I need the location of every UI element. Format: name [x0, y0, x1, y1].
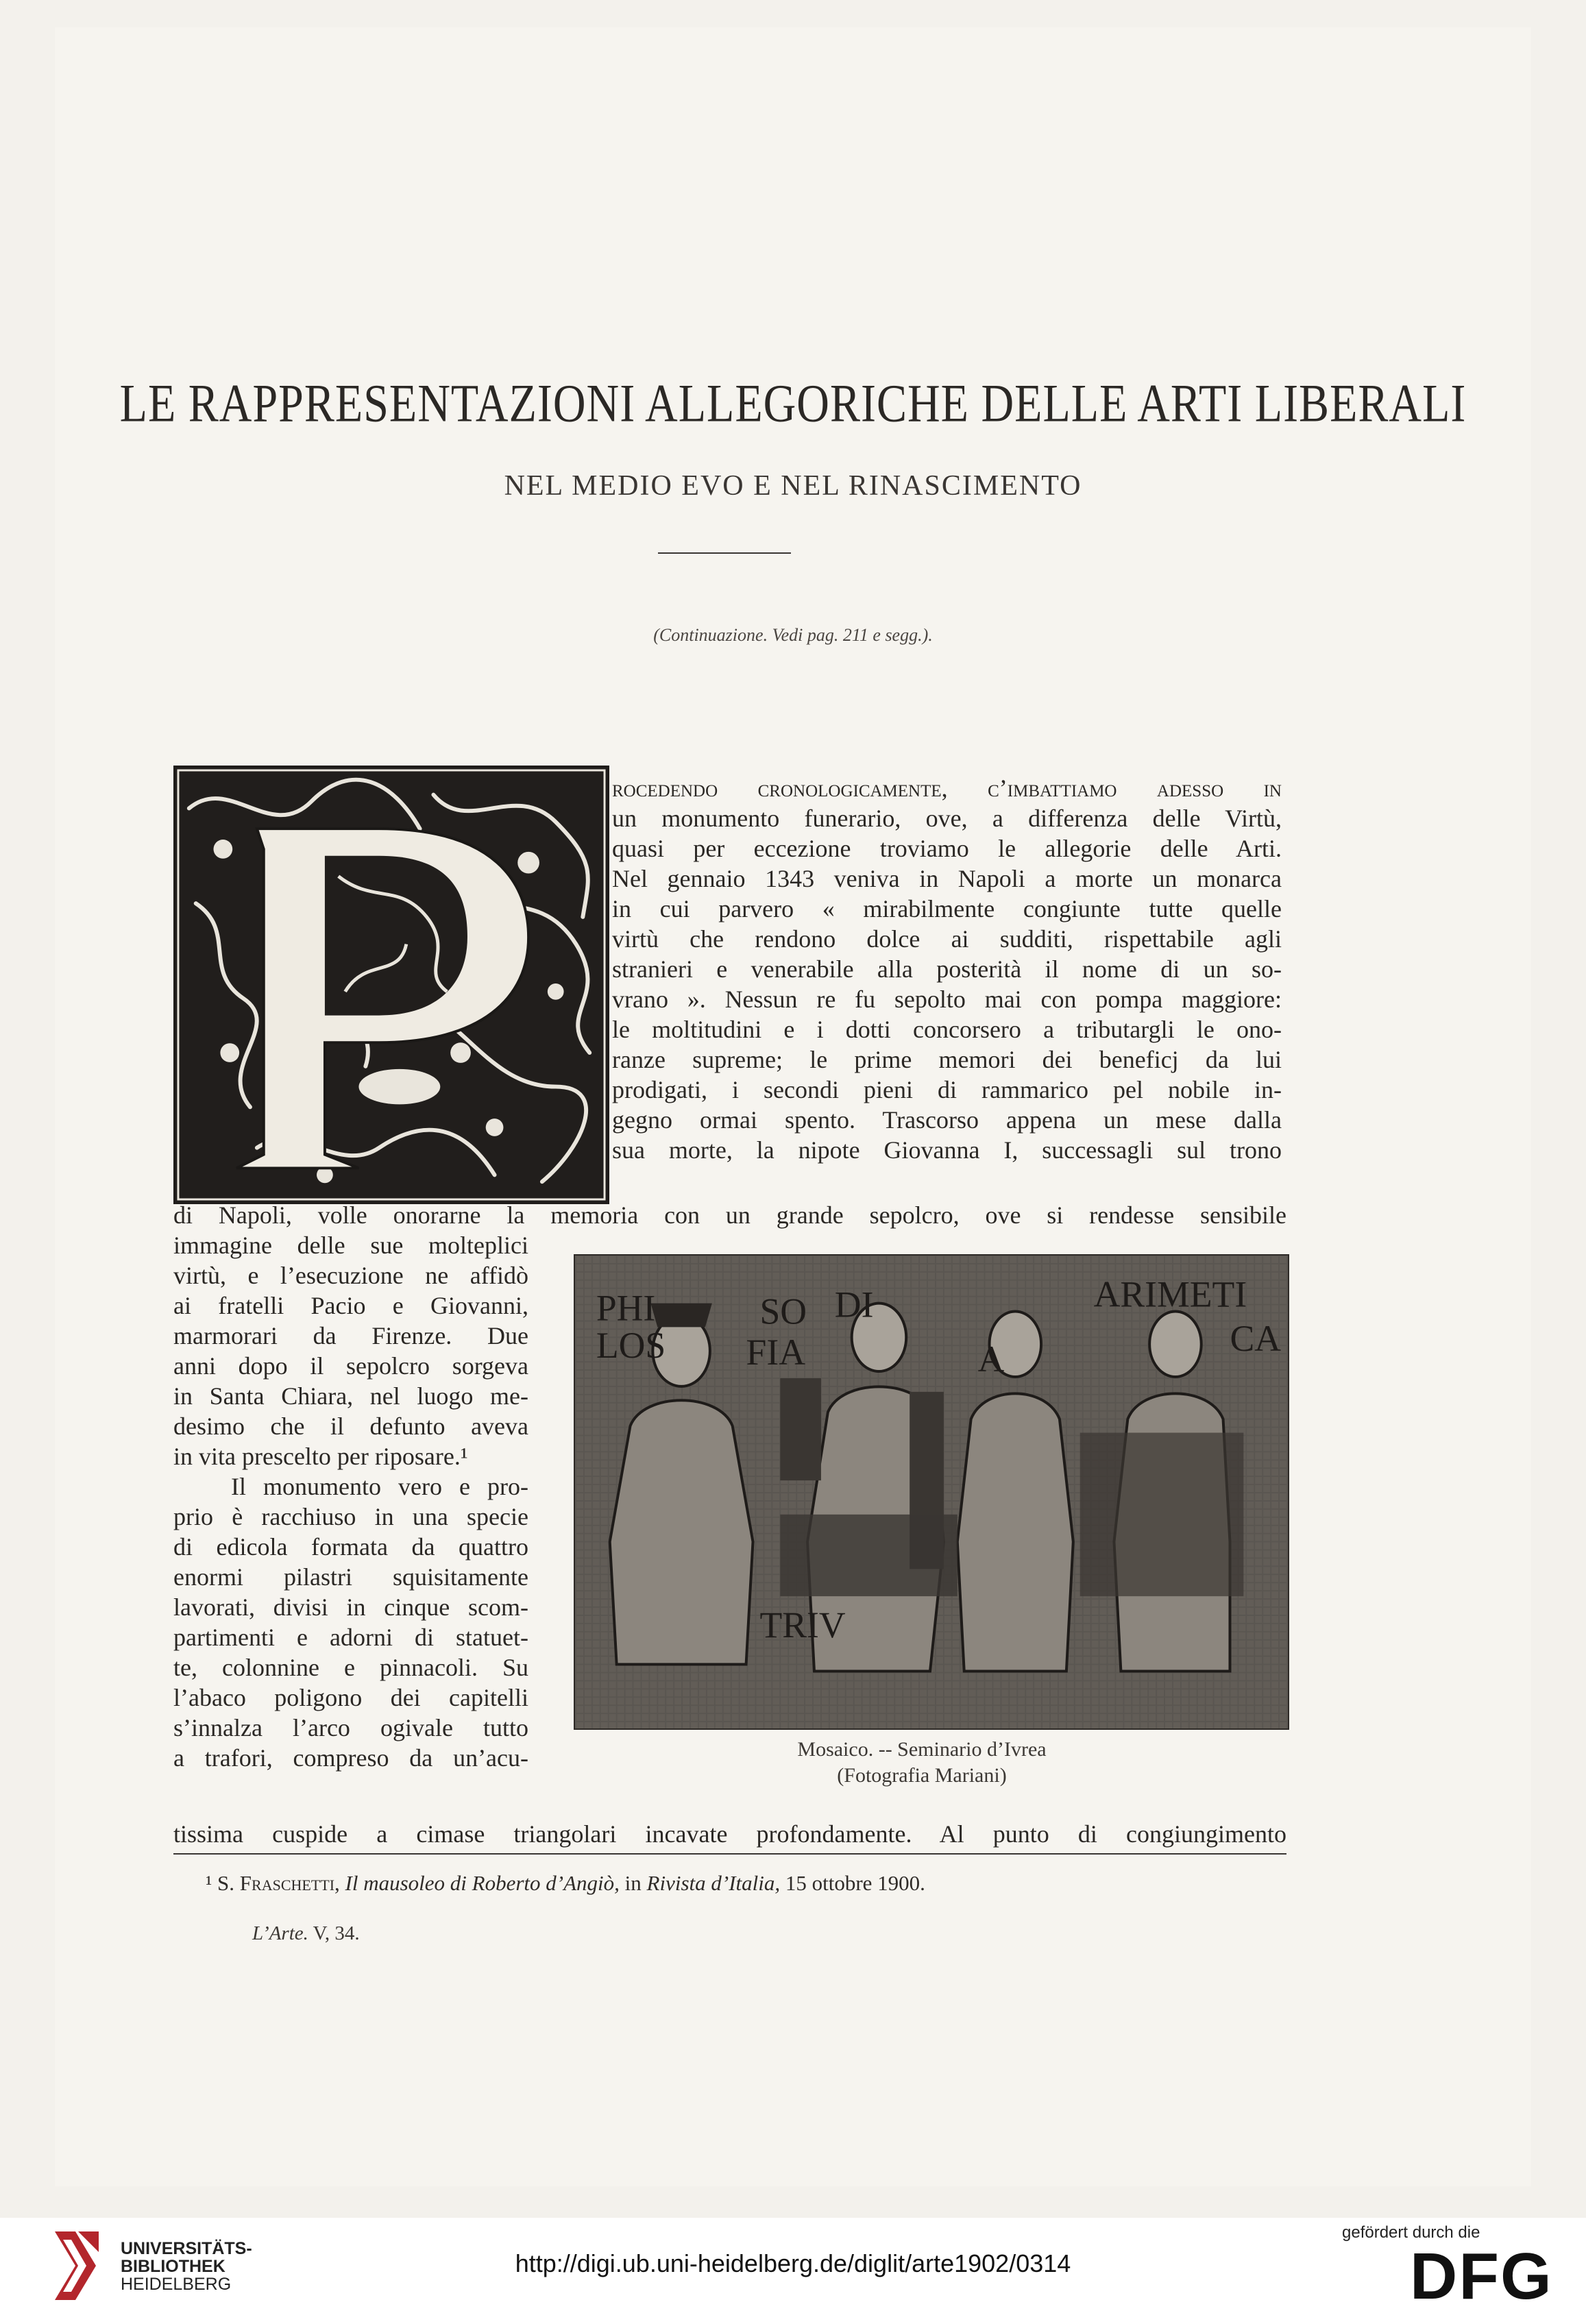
text-line: a trafori, compreso da un’acu- — [173, 1744, 528, 1772]
text-line: sua morte, la nipote Giovanna I, successagli sul trono — [612, 1136, 1282, 1164]
footnote — [206, 1871, 925, 1896]
library-name-line: HEIDELBERG — [121, 2275, 232, 2294]
footnote-journal: Rivista d’Italia, — [646, 1871, 781, 1895]
text-line: l’abaco poligono dei capitelli — [173, 1684, 528, 1711]
text-line: in cui parvero « mirabilmente congiunte tutte quelle — [612, 895, 1282, 922]
text-line: s’innalza l’arco ogivale tutto — [173, 1714, 528, 1741]
decorated-initial-p — [173, 766, 609, 1204]
mosaic-inscription: FIA — [746, 1332, 806, 1373]
dfg-logo[interactable]: DFG — [1410, 2240, 1553, 2313]
text-line: partimenti e adorni di statuet- — [173, 1624, 528, 1651]
mosaic-inscription: A — [977, 1338, 1005, 1380]
footnote-in: in — [624, 1871, 642, 1895]
continuation-note: (Continuazione. Vedi pag. 211 e segg.). — [653, 625, 933, 645]
footnote-marker: ¹ — [206, 1871, 212, 1895]
library-name-line: BIBLIOTHEK — [121, 2257, 225, 2276]
footnote-author: S. Fraschetti, — [217, 1871, 340, 1895]
text-line: le moltitudini e i dotti concorsero a tributargli le ono- — [612, 1016, 1282, 1043]
signature-mark — [252, 1922, 360, 1945]
figure-credit: (Fotografia Mariani) — [837, 1764, 1007, 1787]
text-line: te, colonnine e pinnacoli. Su — [173, 1654, 528, 1681]
text-line: lavorati, divisi in cinque scom- — [173, 1593, 528, 1621]
text-line: in vita prescelto per riposare.¹ — [173, 1443, 468, 1470]
signature-volume: V, 34. — [313, 1922, 360, 1944]
mosaic-inscription: PHI — [596, 1287, 656, 1329]
text-line: Il monumento vero e pro- — [231, 1473, 528, 1500]
text-line: prio è racchiuso in una specie — [173, 1503, 528, 1530]
footnote-work: Il mausoleo di Roberto d’Angiò, — [345, 1871, 620, 1895]
text-line: Nel gennaio 1343 veniva in Napoli a morte un monarca — [612, 865, 1282, 892]
mosaic-inscription: CA — [1230, 1318, 1282, 1360]
text-line: rocedendo cronologicamente, c’imbattiamo adesso in — [612, 774, 1282, 802]
permalink-url[interactable]: http://digi.ub.uni-heidelberg.de/diglit/arte1902/0314 — [515, 2249, 1071, 2277]
text-line: un monumento funerario, ove, a differenza delle Virtù, — [612, 805, 1282, 832]
text-line: vrano ». Nessun re fu sepolto mai con pompa maggiore: — [612, 986, 1282, 1013]
signature-journal: L’Arte. — [252, 1922, 308, 1944]
footnote-date: 15 ottobre 1900. — [785, 1871, 925, 1895]
text-line: virtù che rendono dolce ai sudditi, rispettabile agli — [612, 925, 1282, 953]
article-subtitle: NEL MEDIO EVO E NEL RINASCIMENTO — [504, 470, 1082, 502]
text-line: ai fratelli Pacio e Giovanni, — [173, 1292, 528, 1319]
text-line: gegno ormai spento. Trascorso appena un mese dalla — [612, 1106, 1282, 1134]
text-line: anni dopo il sepolcro sorgeva — [173, 1352, 528, 1380]
article-title: LE RAPPRESENTAZIONI ALLEGORICHE DELLE ARTI LIBERALI — [119, 374, 1467, 434]
title-divider — [658, 552, 791, 554]
mosaic-inscription: TRIV — [759, 1604, 846, 1646]
mosaic-inscription: SO — [759, 1291, 807, 1332]
text-line: virtù, e l’esecuzione ne affidò — [173, 1262, 528, 1289]
text-line: desimo che il defunto aveva — [173, 1412, 528, 1440]
text-line: immagine delle sue molteplici — [173, 1232, 528, 1259]
left-column — [173, 1230, 528, 1773]
text-line: ranze supreme; le prime memori dei beneficj da lui — [612, 1046, 1282, 1073]
text-line: in Santa Chiara, nel luogo me- — [173, 1382, 528, 1410]
library-name-line: UNIVERSITÄTS- — [121, 2239, 252, 2258]
text-line: di edicola formata da quattro — [173, 1533, 528, 1561]
text-line: quasi per eccezione troviamo le allegorie delle Arti. — [612, 835, 1282, 862]
text-line: enormi pilastri squisitamente — [173, 1563, 528, 1591]
floral-ornament-icon — [175, 768, 607, 1202]
text-line: prodigati, i secondi pieni di rammarico pel nobile in- — [612, 1076, 1282, 1103]
text-line-full: tissima cuspide a cimase triangolari incavate profondamente. Al punto di congiungimento — [173, 1820, 1286, 1848]
text-line: marmorari da Firenze. Due — [173, 1322, 528, 1349]
footnote-divider — [173, 1853, 1286, 1855]
mosaic-inscription: ARIMETI — [1093, 1273, 1247, 1315]
mosaic-inscription: LOS — [596, 1325, 666, 1367]
mosaic-photograph — [574, 1254, 1289, 1730]
intro-paragraph — [612, 773, 1282, 1165]
funded-by-text: gefördert durch die — [1342, 2223, 1480, 2242]
text-line: stranieri e venerabile alla posterità il nome di un so- — [612, 955, 1282, 983]
mosaic-figures-icon — [575, 1256, 1288, 1728]
mosaic-inscription: DI — [834, 1284, 874, 1325]
figure-caption: Mosaico. -- Seminario d’Ivrea — [797, 1738, 1047, 1761]
text-line-full: di Napoli, volle onorarne la memoria con un grande sepolcro, ove si rendesse sensibile — [173, 1201, 1286, 1229]
